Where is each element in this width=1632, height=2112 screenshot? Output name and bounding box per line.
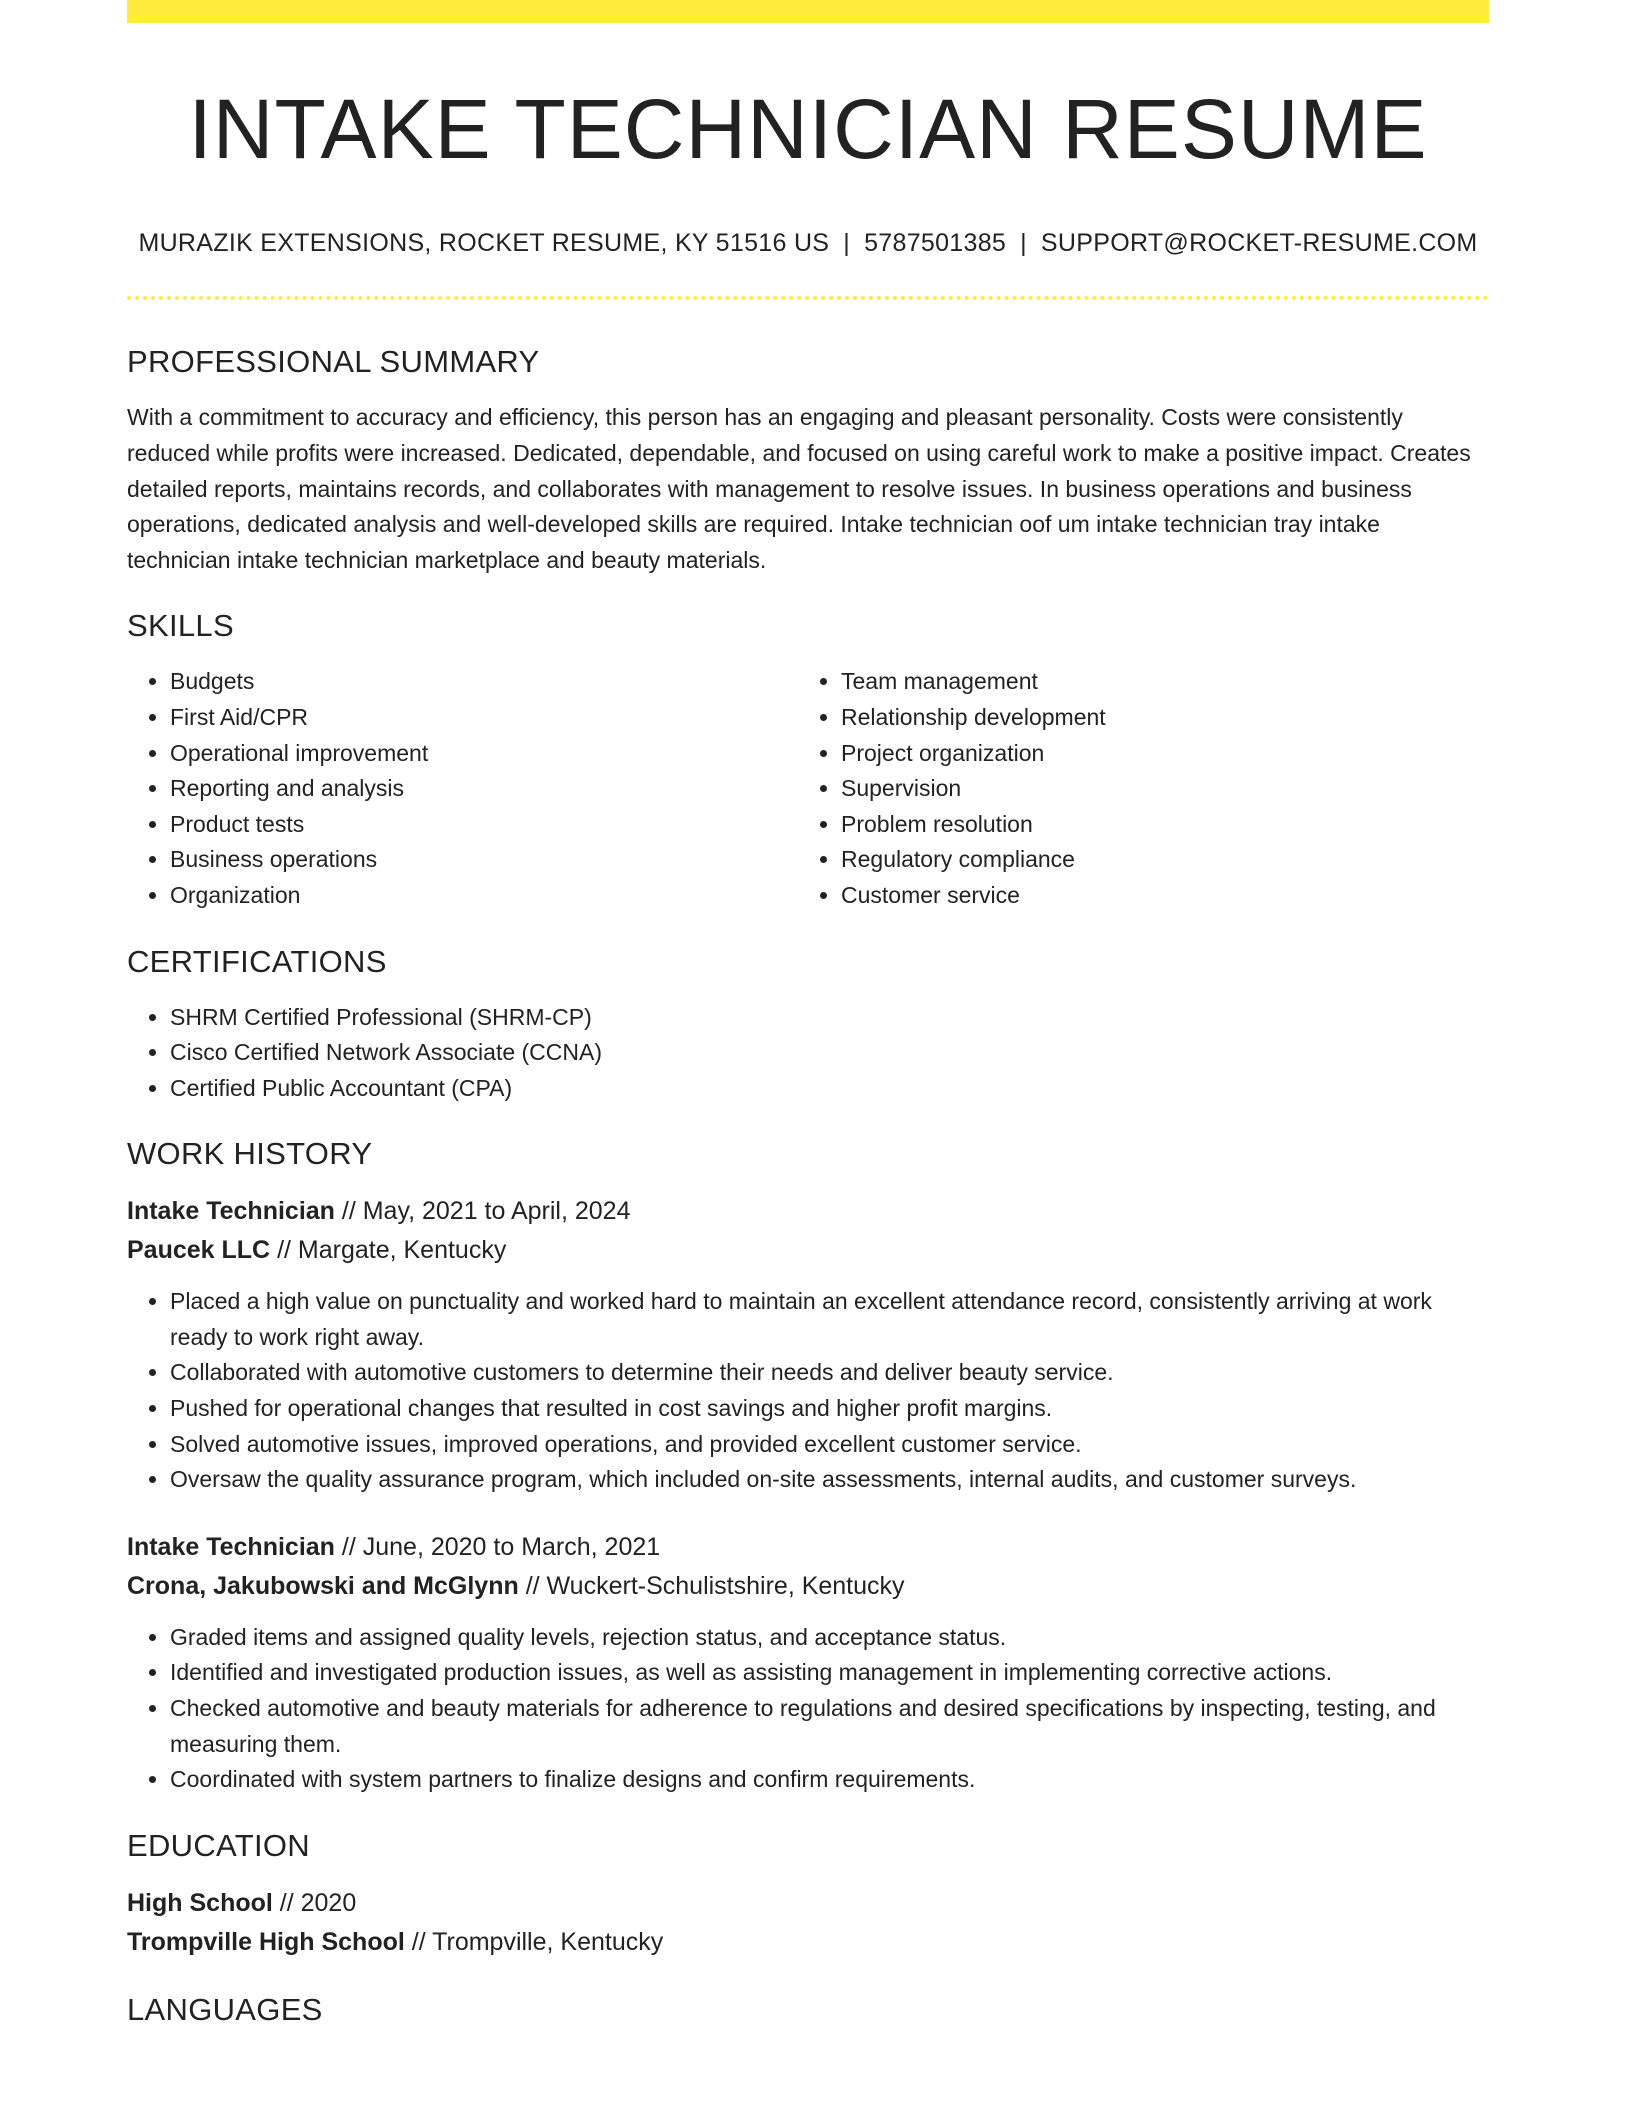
languages-heading: LANGUAGES — [127, 1991, 323, 2027]
contact-phone: 5787501385 — [864, 229, 1007, 258]
skill-item: • Reporting and analysis — [170, 771, 798, 807]
education-degree: High School — [127, 1888, 273, 1917]
certifications-section — [127, 944, 1489, 1107]
job-entry — [127, 1192, 1489, 1498]
contact-email: SUPPORT@ROCKET-RESUME.COM — [1040, 229, 1478, 258]
accent-top-bar — [127, 0, 1489, 23]
resume-title: INTAKE TECHNICIAN RESUME — [188, 82, 1428, 176]
skills-grid — [127, 664, 1489, 913]
job-bullet: • Oversaw the quality assurance program, which included on-site assessments, internal audits, and customer surveys. — [170, 1462, 1489, 1498]
skill-item: • Budgets — [170, 664, 798, 700]
contact-separator: | — [1020, 229, 1027, 258]
skill-item: • Supervision — [841, 771, 1469, 807]
education-year: // 2020 — [279, 1888, 357, 1917]
education-location: // Trompville, Kentucky — [411, 1927, 664, 1956]
education-degree-line — [127, 1884, 1489, 1923]
summary-heading: PROFESSIONAL SUMMARY — [127, 344, 540, 380]
job-bullet: • Pushed for operational changes that resulted in cost savings and higher profit margins. — [170, 1391, 1489, 1427]
skill-item: • First Aid/CPR — [170, 700, 798, 736]
contact-line — [127, 229, 1489, 258]
resume-page — [127, 0, 1489, 2028]
contact-separator: | — [843, 229, 851, 258]
job-role: Intake Technician — [127, 1197, 335, 1226]
summary-text: With a commitment to accuracy and efficiency, this person has an engaging and pleasant personality. Costs were consistently reduced while profits were increased. Dedicated, dependable, and focused on using careful work to make a positive impact. Creates detailed reports, maintains records, and collaborates with management to resolve issues. In business operations and business operations, dedicated analysis and well-developed skills are required. Intake technician oof um intake technician tray intake technician intake technician marketplace and beauty materials. — [127, 404, 1471, 573]
job-location: // Wuckert-Schulistshire, Kentucky — [525, 1571, 905, 1600]
certifications-heading: CERTIFICATIONS — [127, 943, 387, 979]
skill-item: • Organization — [170, 878, 798, 914]
job-bullet: • Graded items and assigned quality levels, rejection status, and acceptance status. — [170, 1620, 1489, 1656]
job-dates: // May, 2021 to April, 2024 — [341, 1197, 631, 1226]
job-bullet: • Identified and investigated production issues, as well as assisting management in implementing corrective actions. — [170, 1655, 1489, 1691]
job-bullet: • Solved automotive issues, improved operations, and provided excellent customer service. — [170, 1427, 1489, 1463]
job-title-line — [127, 1192, 1489, 1231]
skill-item: • Regulatory compliance — [841, 842, 1469, 878]
job-company: Paucek LLC — [127, 1236, 271, 1265]
education-heading: EDUCATION — [127, 1827, 310, 1863]
job-company-line — [127, 1567, 1489, 1606]
skill-item: • Problem resolution — [841, 807, 1469, 843]
job-entry — [127, 1528, 1489, 1798]
job-dates: // June, 2020 to March, 2021 — [341, 1532, 661, 1561]
skill-item: • Team management — [841, 664, 1469, 700]
job-location: // Margate, Kentucky — [277, 1236, 507, 1265]
skill-item: • Business operations — [170, 842, 798, 878]
skill-item: • Project organization — [841, 736, 1469, 772]
skill-item: • Product tests — [170, 807, 798, 843]
certification-item: • SHRM Certified Professional (SHRM-CP) — [170, 1000, 1489, 1036]
education-section — [127, 1828, 1489, 1962]
job-bullet: • Collaborated with automotive customers to determine their needs and deliver beauty service. — [170, 1355, 1489, 1391]
education-entry — [127, 1884, 1489, 1962]
job-company-line — [127, 1231, 1489, 1270]
job-bullet: • Checked automotive and beauty materials for adherence to regulations and desired specifications by inspecting, testing, and measuring them. — [170, 1691, 1489, 1762]
languages-section — [127, 1992, 1489, 2028]
certification-item: • Cisco Certified Network Associate (CCNA) — [170, 1035, 1489, 1071]
job-bullet: • Coordinated with system partners to finalize designs and confirm requirements. — [170, 1762, 1489, 1798]
contact-address: MURAZIK EXTENSIONS, ROCKET RESUME, KY 51516 US — [138, 229, 830, 258]
skills-column-right — [798, 664, 1469, 913]
job-bullet: • Placed a high value on punctuality and worked hard to maintain an excellent attendance record, consistently arriving at work ready to work right away. — [170, 1284, 1489, 1355]
education-school: Trompville High School — [127, 1927, 405, 1956]
skill-item: • Customer service — [841, 878, 1469, 914]
work-history-section — [127, 1136, 1489, 1798]
skills-section — [127, 608, 1489, 913]
skills-column-left — [127, 664, 798, 913]
certification-item: • Certified Public Accountant (CPA) — [170, 1071, 1489, 1107]
job-company: Crona, Jakubowski and McGlynn — [127, 1571, 519, 1600]
job-title-line — [127, 1528, 1489, 1567]
skill-item: • Operational improvement — [170, 736, 798, 772]
job-role: Intake Technician — [127, 1532, 335, 1561]
work-history-heading: WORK HISTORY — [127, 1136, 373, 1172]
skills-heading: SKILLS — [127, 608, 234, 644]
dotted-divider — [127, 296, 1489, 300]
education-school-line — [127, 1923, 1489, 1962]
skill-item: • Relationship development — [841, 700, 1469, 736]
